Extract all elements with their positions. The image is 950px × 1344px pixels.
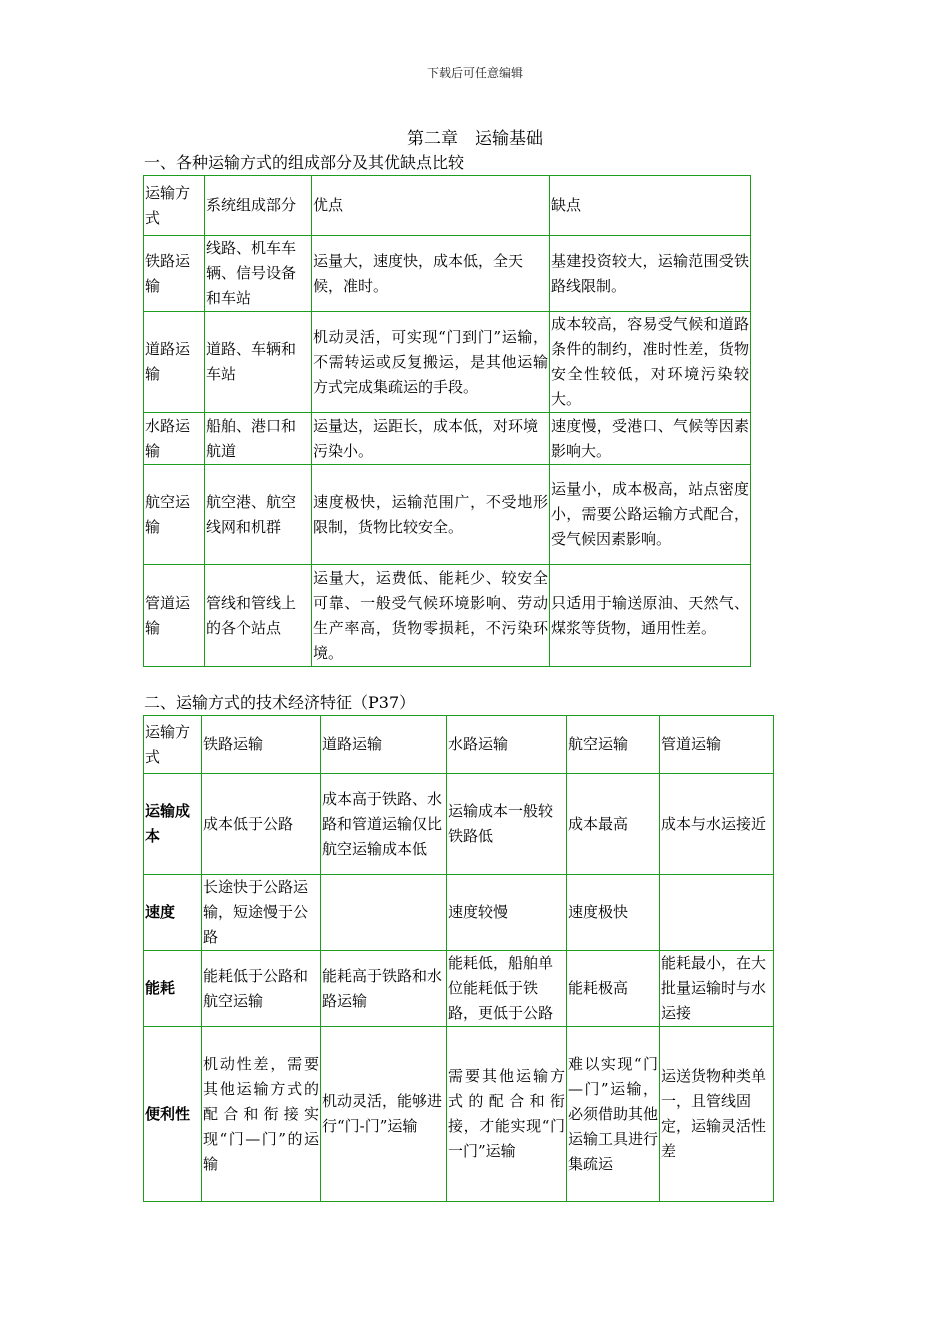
- railway-cell: 成本低于公路: [202, 774, 321, 875]
- header-cell: 道路运输: [321, 716, 447, 774]
- water-cell: 需要其他运输方式的配合和衔接，才能实现“门一门”运输: [447, 1027, 567, 1202]
- table-row: [144, 1027, 774, 1202]
- transport-comparison-table: [143, 175, 751, 667]
- advantages-cell: 机动灵活，可实现“门到门”运输，不需转运或反复搬运，是其他运输方式完成集疏运的手段。: [312, 312, 550, 413]
- pipeline-cell: 成本与水运接近: [660, 774, 774, 875]
- road-cell: 成本高于铁路、水路和管道运输仅比航空运输成本低: [321, 774, 447, 875]
- air-cell: 能耗极高: [567, 951, 660, 1027]
- table-row: [144, 565, 751, 667]
- components-cell: 船舶、港口和航道: [205, 413, 312, 465]
- table-row: [144, 413, 751, 465]
- section-2-heading: 二、运输方式的技术经济特征（P37）: [144, 693, 416, 712]
- disadvantages-cell: 运量小，成本极高，站点密度小，需要公路运输方式配合，受气候因素影响。: [550, 465, 751, 565]
- header-cell: 水路运输: [447, 716, 567, 774]
- feature-cell: 能耗: [144, 951, 202, 1027]
- pipeline-cell: 能耗最小，在大批量运输时与水运接: [660, 951, 774, 1027]
- disadvantages-cell: 只适用于输送原油、天然气、煤浆等货物，通用性差。: [550, 565, 751, 667]
- chapter-title: 第二章 运输基础: [407, 129, 543, 149]
- header-cell: 运输方式: [144, 716, 202, 774]
- air-cell: 成本最高: [567, 774, 660, 875]
- components-cell: 航空港、航空线网和机群: [205, 465, 312, 565]
- mode-cell: 道路运输: [144, 312, 205, 413]
- header-cell: 管道运输: [660, 716, 774, 774]
- advantages-cell: 运量大，运费低、能耗少、较安全可靠、一般受气候环境影响、劳动生产率高，货物零损耗，不污染环境。: [312, 565, 550, 667]
- mode-cell: 航空运输: [144, 465, 205, 565]
- table-row: [144, 312, 751, 413]
- advantages-cell: 速度极快，运输范围广，不受地形限制，货物比较安全。: [312, 465, 550, 565]
- disadvantages-cell: 基建投资较大，运输范围受铁路线限制。: [550, 236, 751, 312]
- railway-cell: 长途快于公路运输，短途慢于公路: [202, 875, 321, 951]
- water-cell: 运输成本一般较铁路低: [447, 774, 567, 875]
- table-row: [144, 774, 774, 875]
- road-cell: 能耗高于铁路和水路运输: [321, 951, 447, 1027]
- water-cell: 能耗低，船舶单位能耗低于铁路，更低于公路: [447, 951, 567, 1027]
- header-cell: 航空运输: [567, 716, 660, 774]
- air-cell: 速度极快: [567, 875, 660, 951]
- header-cell: 优点: [312, 176, 550, 236]
- road-cell: 机动灵活，能够进行“门-门”运输: [321, 1027, 447, 1202]
- components-cell: 管线和管线上的各个站点: [205, 565, 312, 667]
- railway-cell: 能耗低于公路和航空运输: [202, 951, 321, 1027]
- header-cell: 运输方式: [144, 176, 205, 236]
- pipeline-cell: [660, 875, 774, 951]
- table-header-row: [144, 716, 774, 774]
- table-row: [144, 465, 751, 565]
- advantages-cell: 运量达，运距长，成本低，对环境污染小。: [312, 413, 550, 465]
- feature-cell: 运输成本: [144, 774, 202, 875]
- page-header: 下载后可任意编辑: [426, 66, 523, 80]
- railway-cell: 机动性差，需要其他运输方式的配合和衔接实现“门—门”的运输: [202, 1027, 321, 1202]
- water-cell: 速度较慢: [447, 875, 567, 951]
- section-1-heading: 一、各种运输方式的组成部分及其优缺点比较: [144, 153, 465, 172]
- table-row: [144, 951, 774, 1027]
- components-cell: 线路、机车车辆、信号设备和车站: [205, 236, 312, 312]
- table-header-row: [144, 176, 751, 236]
- road-cell: [321, 875, 447, 951]
- mode-cell: 管道运输: [144, 565, 205, 667]
- components-cell: 道路、车辆和车站: [205, 312, 312, 413]
- mode-cell: 铁路运输: [144, 236, 205, 312]
- air-cell: 难以实现“门—门”运输，必须借助其他运输工具进行集疏运: [567, 1027, 660, 1202]
- feature-cell: 便利性: [144, 1027, 202, 1202]
- header-cell: 缺点: [550, 176, 751, 236]
- table-row: [144, 875, 774, 951]
- header-cell: 铁路运输: [202, 716, 321, 774]
- advantages-cell: 运量大，速度快，成本低，全天候，准时。: [312, 236, 550, 312]
- tech-economic-table: [143, 715, 774, 1202]
- mode-cell: 水路运输: [144, 413, 205, 465]
- header-cell: 系统组成部分: [205, 176, 312, 236]
- pipeline-cell: 运送货物种类单一，且管线固定，运输灵活性差: [660, 1027, 774, 1202]
- feature-cell: 速度: [144, 875, 202, 951]
- table-row: [144, 236, 751, 312]
- disadvantages-cell: 成本较高，容易受气候和道路条件的制约，准时性差，货物安全性较低，对环境污染较大。: [550, 312, 751, 413]
- disadvantages-cell: 速度慢，受港口、气候等因素影响大。: [550, 413, 751, 465]
